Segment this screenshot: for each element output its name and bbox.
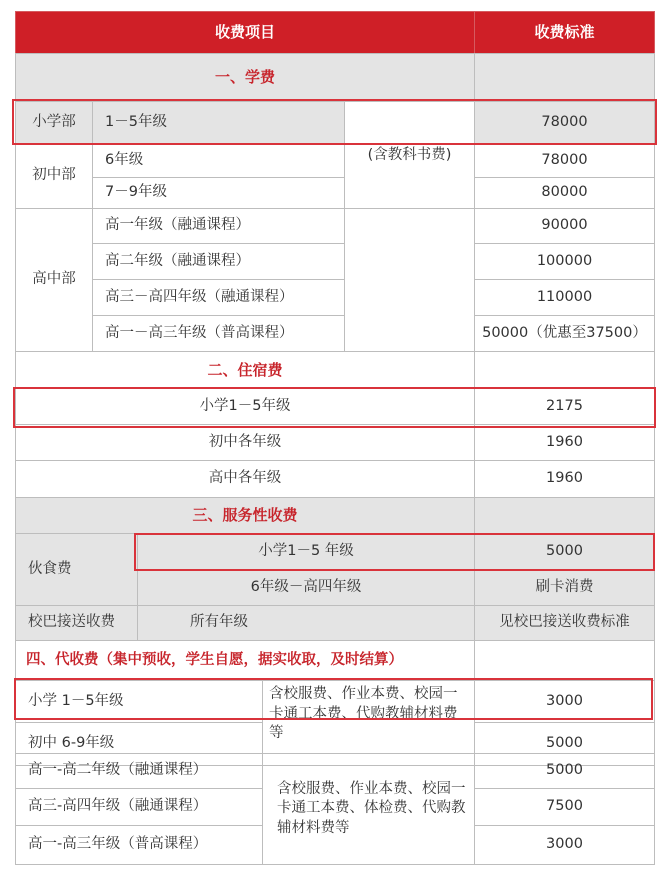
boarding-fee-1: 2175 (474, 388, 655, 425)
tuition-high-note-blank (344, 208, 475, 352)
section-service-fee-blank (474, 497, 655, 534)
agency-grade-5: 高一-高三年级（普高课程） (15, 825, 263, 865)
agency-fee-3: 5000 (474, 753, 655, 789)
service-meal-fee-1: 5000 (474, 533, 655, 570)
service-meal-fee-2: 刷卡消费 (474, 569, 655, 606)
agency-note-1: 含校服费、作业本费、校园一卡通工本费、代购教辅材料费等 (262, 680, 475, 766)
tuition-high-label: 高中部 (15, 208, 93, 352)
section-service-title: 三、服务性收费 (15, 497, 475, 534)
service-bus-fee: 见校巴接送收费标准 (474, 605, 655, 641)
agency-note-2: 含校服费、作业本费、校园一卡通工本费、体检费、代购教辅材料费等 (262, 753, 475, 865)
agency-grade-4: 高三-高四年级（融通课程） (15, 788, 263, 826)
section-agency-title: 四、代收费（集中预收，学生自愿，据实收取，及时结算） (15, 640, 475, 681)
tuition-middle-grade-2: 7－9年级 (92, 177, 345, 209)
agency-grade-2: 初中 6-9年级 (15, 722, 263, 766)
tuition-middle-fee-1: 78000 (474, 143, 655, 178)
service-bus-grade: 所有年级 (137, 605, 475, 641)
service-bus-label: 校巴接送收费 (15, 605, 138, 641)
boarding-grade-1: 小学1－5年级 (15, 388, 475, 425)
boarding-fee-3: 1960 (474, 460, 655, 498)
section-boarding-fee-blank (474, 351, 655, 389)
tuition-high-grade-3: 高三－高四年级（融通课程） (92, 279, 345, 316)
tuition-high-grade-2: 高二年级（融通课程） (92, 243, 345, 280)
section-agency-fee-blank (474, 640, 655, 681)
service-meal-label: 伙食费 (15, 533, 138, 606)
tuition-primary-grade: 1－5年级 (92, 101, 345, 144)
tuition-middle-fee-2: 80000 (474, 177, 655, 209)
boarding-grade-3: 高中各年级 (15, 460, 475, 498)
tuition-primary-fee: 78000 (474, 101, 655, 144)
boarding-grade-2: 初中各年级 (15, 424, 475, 461)
section-tuition-title: 一、学费 (15, 53, 475, 102)
agency-fee-5: 3000 (474, 825, 655, 865)
agency-fee-2: 5000 (474, 722, 655, 766)
header-item: 收费项目 (15, 11, 475, 54)
section-boarding-title: 二、住宿费 (15, 351, 475, 389)
header-standard: 收费标准 (474, 11, 655, 54)
tuition-high-fee-3: 110000 (474, 279, 655, 316)
tuition-middle-grade-1: 6年级 (92, 143, 345, 178)
agency-fee-1: 3000 (474, 680, 655, 723)
service-meal-grade-2: 6年级－高四年级 (137, 569, 475, 606)
tuition-high-grade-4: 高一－高三年级（普高课程） (92, 315, 345, 352)
fee-table (15, 11, 655, 865)
agency-grade-3: 高一-高二年级（融通课程） (15, 753, 263, 789)
tuition-primary-label: 小学部 (15, 101, 93, 144)
tuition-middle-label: 初中部 (15, 143, 93, 209)
tuition-high-fee-2: 100000 (474, 243, 655, 280)
boarding-fee-2: 1960 (474, 424, 655, 461)
service-meal-grade-1: 小学1－5 年级 (137, 533, 475, 570)
tuition-note: (含教科书费) (344, 101, 475, 209)
tuition-high-fee-4: 50000（优惠至37500） (474, 315, 655, 352)
section-tuition-fee-blank (474, 53, 655, 102)
agency-fee-4: 7500 (474, 788, 655, 826)
tuition-high-fee-1: 90000 (474, 208, 655, 244)
tuition-high-grade-1: 高一年级（融通课程） (92, 208, 345, 244)
agency-grade-1: 小学 1－5年级 (15, 680, 263, 723)
